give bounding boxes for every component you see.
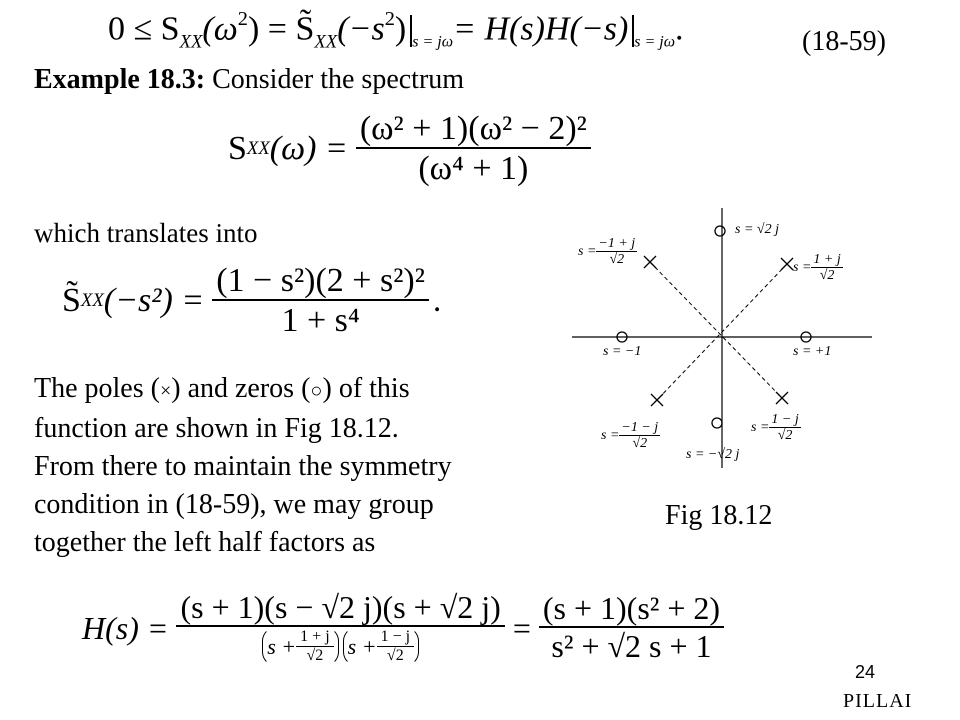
pole-marker-bottom-right bbox=[776, 392, 788, 404]
h-fraction-1 bbox=[176, 590, 504, 666]
paragraph-line-2: function are shown in Fig 18.12. bbox=[34, 413, 399, 444]
eq-arg: (ω bbox=[202, 10, 238, 48]
label-bottom-left-den: √2 bbox=[632, 436, 648, 452]
label-top-left-num: −1 + j bbox=[598, 236, 636, 251]
h-den-b-frac bbox=[377, 628, 414, 665]
label-top-right-den: √2 bbox=[819, 268, 835, 284]
eq-sub: XX bbox=[179, 31, 203, 53]
pole-marker-top-right bbox=[781, 258, 793, 270]
h-fraction-2 bbox=[539, 591, 724, 665]
eval-sub-1: s = jω bbox=[412, 33, 454, 51]
label-bottom-left-num: −1 − j bbox=[621, 420, 659, 435]
label-bottom-left-frac bbox=[619, 420, 660, 452]
label-bottom-left-pre: s = bbox=[601, 428, 620, 444]
p-line1-c: ) of this bbox=[322, 373, 410, 404]
paragraph-line-1 bbox=[34, 370, 452, 410]
label-bottom-left bbox=[601, 420, 660, 452]
spectrum-equation bbox=[228, 110, 591, 188]
paragraph-line-3: From there to maintain the symmetry bbox=[34, 451, 452, 482]
translated-lhs: S̃ bbox=[62, 282, 81, 320]
page-number: 24 bbox=[855, 662, 876, 682]
spectrum-lhs: S bbox=[228, 130, 247, 168]
label-bottom-right-den: √2 bbox=[777, 428, 793, 444]
h-den-a-num: 1 + j bbox=[296, 628, 333, 647]
equation-18-59 bbox=[108, 8, 684, 54]
h-den-b-pre: s + bbox=[347, 634, 377, 660]
spectrum-arg: (ω) = bbox=[269, 130, 348, 168]
label-top-left-frac bbox=[596, 236, 637, 268]
zero-marker-bottom bbox=[712, 418, 722, 428]
eq-close: ) = bbox=[247, 10, 296, 48]
author-name: PILLAI bbox=[843, 690, 913, 712]
example-label: Example 18.3: bbox=[34, 64, 206, 95]
paragraph bbox=[34, 370, 452, 562]
label-top-left-pre: s = bbox=[578, 244, 597, 260]
label-top-right bbox=[793, 252, 843, 284]
eq-stilde-sup: 2 bbox=[384, 8, 395, 30]
h-den-b-den: √2 bbox=[386, 646, 404, 664]
label-bottom-right-pre: s = bbox=[751, 420, 770, 436]
label-bottom-right-num: 1 − j bbox=[771, 412, 799, 427]
eq-end: . bbox=[675, 10, 684, 48]
h-den-a-den: √2 bbox=[306, 646, 324, 664]
h-den-a-frac bbox=[296, 628, 333, 665]
label-right: s = +1 bbox=[793, 344, 832, 359]
h-lhs: H(s) = bbox=[82, 609, 169, 646]
h-equation bbox=[82, 590, 724, 666]
translated-arg: (−s²) = bbox=[103, 282, 205, 320]
h-den-b-num: 1 − j bbox=[377, 628, 414, 647]
h-denominator-1 bbox=[256, 627, 425, 666]
p-line1-b: ) and zeros ( bbox=[171, 373, 311, 404]
h-equals-2: = bbox=[512, 609, 531, 646]
eq-stilde-close: ) bbox=[394, 10, 407, 48]
eq-lhs: 0 ≤ S bbox=[108, 10, 180, 48]
eval-sub-2: s = jω bbox=[634, 33, 676, 51]
eq-sup: 2 bbox=[237, 8, 248, 30]
translated-equation bbox=[62, 262, 441, 340]
translates-text: which translates into bbox=[34, 218, 258, 248]
spectrum-fraction bbox=[356, 110, 591, 188]
zero-symbol: ○ bbox=[310, 380, 323, 402]
label-bottom-right bbox=[751, 412, 801, 444]
h-den-factor-b bbox=[343, 627, 419, 666]
p-line1-a: The poles ( bbox=[34, 373, 160, 404]
h-denominator-2: s² + √2 s + 1 bbox=[551, 628, 712, 665]
pole-marker-bottom-left bbox=[651, 394, 663, 406]
label-top-right-frac bbox=[811, 252, 842, 284]
translated-sub: XX bbox=[80, 290, 104, 312]
label-top: s = √2 j bbox=[735, 222, 779, 237]
h-den-factor-a bbox=[262, 627, 338, 666]
translated-end: . bbox=[432, 282, 442, 320]
spectrum-numerator: (ω² + 1)(ω² − 2)² bbox=[356, 110, 591, 149]
label-bottom-right-frac bbox=[769, 412, 800, 444]
h-numerator-2: (s + 1)(s² + 2) bbox=[539, 591, 724, 628]
eq-stilde-sub: XX bbox=[314, 31, 338, 53]
spectrum-sub: XX bbox=[246, 138, 270, 160]
label-top-left-den: √2 bbox=[609, 252, 625, 268]
equation-tag: (18-59) bbox=[802, 26, 886, 57]
example-heading bbox=[34, 64, 464, 96]
translated-numerator: (1 − s²)(2 + s²)² bbox=[212, 262, 429, 301]
zero-marker-top bbox=[715, 226, 725, 236]
label-top-right-pre: s = bbox=[793, 260, 812, 276]
eq-stilde-arg: (−s bbox=[337, 10, 385, 48]
example-text: Consider the spectrum bbox=[205, 64, 465, 95]
spectrum-denominator: (ω⁴ + 1) bbox=[418, 150, 529, 188]
pole-marker-top-left bbox=[644, 256, 656, 268]
label-left: s = −1 bbox=[603, 344, 642, 359]
translated-denominator: 1 + s⁴ bbox=[281, 302, 360, 340]
paragraph-line-5: together the left half factors as bbox=[34, 527, 376, 558]
h-numerator-1: (s + 1)(s − √2 j)(s + √2 j) bbox=[176, 590, 504, 627]
eq-stilde: S̃ bbox=[295, 10, 315, 48]
paragraph-line-4: condition in (18-59), we may group bbox=[34, 489, 434, 520]
label-top-right-num: 1 + j bbox=[813, 252, 841, 267]
figure-caption: Fig 18.12 bbox=[665, 500, 773, 531]
label-top-left bbox=[578, 236, 637, 268]
pole-symbol: × bbox=[159, 380, 172, 402]
eq-mid: = H(s)H(−s) bbox=[453, 10, 629, 48]
translated-fraction bbox=[212, 262, 429, 340]
label-bottom: s = −√2 j bbox=[686, 447, 740, 462]
h-den-a-pre: s + bbox=[267, 634, 297, 660]
diagonal-1 bbox=[650, 262, 782, 398]
